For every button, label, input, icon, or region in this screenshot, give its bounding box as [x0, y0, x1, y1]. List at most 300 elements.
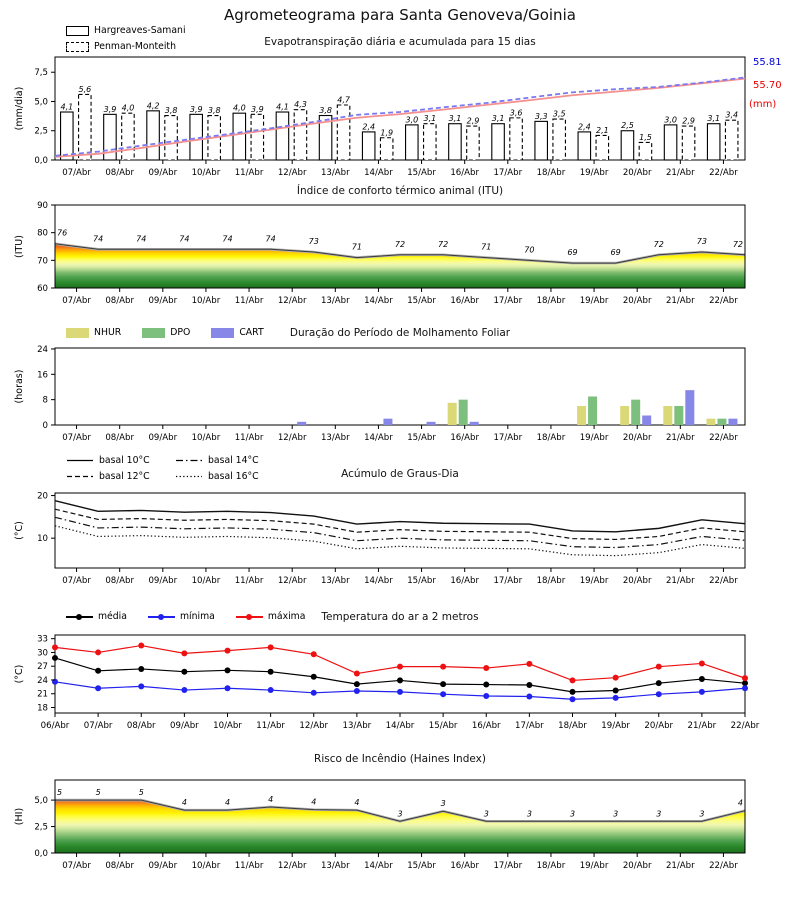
data-point-marker	[225, 685, 231, 691]
x-tick-label: 22/Abr	[709, 433, 738, 443]
x-tick-label: 19/Abr	[579, 296, 609, 306]
x-tick-label: 20/Abr	[622, 296, 652, 306]
data-point-marker	[397, 677, 403, 683]
value-label: 5	[138, 788, 144, 798]
series-line-basal-12-C	[55, 509, 745, 539]
x-tick-label: 09/Abr	[148, 296, 178, 306]
bar-penman	[424, 124, 437, 160]
eto-bars	[60, 85, 738, 160]
x-tick-label: 07/Abr	[62, 576, 91, 586]
bar-cart	[297, 422, 306, 425]
x-tick-label: 14/Abr	[364, 296, 393, 306]
data-point-marker	[742, 685, 748, 691]
value-label: 3,0	[664, 115, 677, 125]
x-tick-label: 08/Abr	[105, 433, 135, 443]
legend-label-basal12: basal 12°C	[99, 471, 150, 482]
value-label: 5	[95, 788, 101, 798]
x-tick-label: 17/Abr	[493, 576, 523, 586]
bar-dpo	[459, 400, 468, 425]
x-tick-label: 14/Abr	[385, 721, 415, 731]
x-tick-label: 22/Abr	[709, 296, 738, 306]
data-point-marker	[138, 666, 144, 672]
y-tick-label: 90	[37, 201, 48, 211]
data-point-marker	[613, 688, 619, 694]
value-label: 2,4	[577, 122, 591, 132]
dpm-title: Duração do Período de Molhamento Foliar	[289, 327, 511, 339]
value-label: 3,6	[509, 108, 523, 118]
value-label: 3	[397, 809, 403, 819]
x-tick-label: 21/Abr	[687, 721, 717, 731]
data-point-marker	[699, 660, 705, 666]
bar-penman	[639, 142, 652, 160]
x-tick-label: 18/Abr	[536, 576, 566, 586]
value-label: 3,5	[552, 109, 566, 119]
x-tick-label: 15/Abr	[407, 168, 436, 178]
data-point-marker	[570, 696, 576, 702]
value-label: 3,8	[164, 106, 178, 116]
bar-nhur	[448, 403, 457, 425]
data-point-marker	[268, 644, 274, 650]
axes-frame	[14, 345, 738, 443]
value-label: 3	[699, 809, 705, 819]
x-tick-label: 21/Abr	[665, 168, 695, 178]
data-point-marker	[181, 687, 187, 693]
value-label: 4,1	[60, 102, 74, 112]
x-tick-label: 17/Abr	[493, 433, 523, 443]
data-point-marker	[613, 695, 619, 701]
gd-plot	[0, 493, 800, 593]
bar-hargreaves	[707, 124, 720, 160]
data-point-marker	[138, 643, 144, 649]
x-tick-label: 18/Abr	[558, 721, 587, 731]
legend-label-nhur: NHUR	[94, 327, 122, 338]
bar-cart	[470, 422, 479, 425]
bar-penman	[122, 113, 135, 160]
data-point-marker	[225, 667, 231, 673]
data-point-marker	[311, 651, 317, 657]
bar-nhur	[577, 406, 586, 425]
x-tick-label: 11/Abr	[234, 168, 264, 178]
value-label: 69	[567, 248, 578, 258]
x-tick-label: 07/Abr	[62, 168, 91, 178]
y-tick-label: 33	[37, 634, 48, 645]
y-axis-label: (HI)	[14, 807, 25, 826]
bar-penman	[725, 120, 738, 160]
x-tick-label: 15/Abr	[407, 861, 436, 871]
data-point-marker	[699, 676, 705, 682]
x-tick-label: 13/Abr	[320, 576, 350, 586]
data-point-marker	[656, 680, 662, 686]
y-tick-label: 0,0	[34, 156, 48, 166]
x-tick-label: 07/Abr	[62, 861, 91, 871]
data-point-marker	[483, 693, 489, 699]
dpm-plot	[0, 344, 800, 450]
x-tick-label: 19/Abr	[579, 433, 609, 443]
value-label: 70	[524, 245, 535, 255]
x-tick-label: 16/Abr	[471, 721, 501, 731]
value-label: 72	[732, 239, 743, 249]
legend-label-minima: mínima	[179, 611, 215, 622]
x-tick-label: 22/Abr	[709, 861, 738, 871]
bar-cart	[728, 419, 737, 425]
bar-nhur	[663, 406, 672, 425]
data-point-marker	[95, 649, 101, 655]
data-point-marker	[699, 689, 705, 695]
bar-penman	[251, 114, 264, 160]
y-tick-label: 8	[42, 395, 48, 406]
x-tick-label: 09/Abr	[148, 861, 178, 871]
value-label: 3,9	[250, 104, 264, 114]
x-tick-label: 18/Abr	[536, 433, 566, 443]
x-tick-label: 21/Abr	[665, 433, 695, 443]
x-tick-label: 20/Abr	[644, 721, 674, 731]
legend-label-basal16: basal 16°C	[208, 471, 259, 482]
x-tick-label: 18/Abr	[536, 296, 566, 306]
bar-hargreaves	[276, 112, 289, 160]
y-tick-label: 24	[37, 675, 48, 686]
value-label: 3,8	[207, 106, 221, 116]
data-point-marker	[354, 688, 360, 694]
value-label: 74	[265, 234, 276, 244]
bar-cart	[685, 390, 694, 425]
bar-hargreaves	[664, 125, 677, 160]
value-label: 3,9	[189, 104, 203, 114]
x-tick-label: 08/Abr	[126, 721, 156, 731]
dpm-bars	[297, 390, 737, 425]
bar-hargreaves	[578, 132, 591, 160]
bar-penman	[294, 110, 307, 160]
bar-cart	[383, 419, 392, 425]
haines-title: Risco de Incêndio (Haines Index)	[314, 753, 486, 765]
accumulated-unit-label: (mm)	[749, 99, 777, 110]
haines-area-series	[55, 797, 745, 853]
legend-label-penman: Penman-Monteith	[94, 41, 176, 52]
value-label: 73	[696, 237, 707, 247]
itu-plot	[0, 201, 800, 313]
x-tick-label: 06/Abr	[40, 721, 70, 731]
value-label: 1,9	[380, 128, 394, 138]
value-label: 2,5	[621, 121, 634, 131]
legend-label-maxima: máxima	[267, 611, 306, 622]
x-tick-label: 20/Abr	[622, 576, 652, 586]
bar-nhur	[620, 406, 629, 425]
bar-dpo	[674, 406, 683, 425]
legend-label-dpo: DPO	[170, 327, 191, 338]
y-axis-label: (horas)	[14, 369, 25, 404]
basal-10-line-swatch-icon	[66, 458, 94, 463]
y-tick-label: 24	[37, 344, 48, 355]
plot-border	[55, 348, 745, 425]
data-point-marker	[268, 687, 274, 693]
x-tick-label: 08/Abr	[105, 296, 135, 306]
plot-border	[55, 635, 745, 713]
value-label: 4	[354, 798, 360, 808]
bar-penman	[165, 116, 178, 160]
bar-penman	[510, 118, 523, 160]
value-label: 3,0	[405, 115, 419, 125]
y-tick-label: 18	[37, 703, 48, 714]
value-label: 4,0	[121, 103, 135, 113]
x-tick-label: 19/Abr	[601, 721, 630, 731]
data-point-marker	[656, 691, 662, 697]
y-tick-label: 70	[37, 256, 48, 267]
x-tick-label: 16/Abr	[450, 433, 480, 443]
y-axis-label: (°C)	[14, 664, 25, 684]
y-tick-label: 10	[37, 534, 48, 545]
value-label: 3	[526, 809, 532, 819]
value-label: 3,1	[707, 114, 721, 124]
x-tick-label: 21/Abr	[665, 861, 695, 871]
y-tick-label: 2,5	[34, 822, 48, 833]
value-label: 4	[181, 798, 187, 808]
value-label: 74	[93, 234, 104, 244]
gd-title: Acúmulo de Graus-Dia	[341, 468, 459, 480]
data-point-marker	[397, 664, 403, 670]
legend-label-basal14: basal 14°C	[208, 455, 259, 466]
x-tick-label: 17/Abr	[493, 861, 523, 871]
x-tick-label: 13/Abr	[320, 296, 350, 306]
legend-label-basal10: basal 10°C	[99, 455, 150, 466]
value-label: 74	[136, 234, 147, 244]
value-label: 3,4	[725, 110, 739, 120]
bar-penman	[596, 135, 609, 160]
x-tick-label: 11/Abr	[234, 861, 264, 871]
value-label: 3,3	[534, 111, 548, 121]
value-label: 4	[311, 797, 317, 807]
value-label: 3,1	[448, 114, 462, 124]
value-label: 3,1	[423, 114, 437, 124]
data-point-marker	[742, 675, 748, 681]
y-tick-label: 5,0	[34, 97, 48, 108]
value-label: 69	[610, 248, 621, 258]
x-tick-label: 10/Abr	[191, 296, 221, 306]
y-tick-label: 2,5	[34, 126, 48, 137]
value-label: 74	[222, 234, 233, 244]
x-tick-label: 11/Abr	[256, 721, 285, 731]
x-tick-label: 08/Abr	[105, 576, 135, 586]
value-label: 2,9	[466, 116, 480, 126]
x-tick-label: 18/Abr	[536, 168, 566, 178]
bar-cart	[642, 415, 651, 425]
basal-14-line-swatch-icon	[175, 458, 203, 463]
x-tick-label: 12/Abr	[277, 433, 307, 443]
x-tick-label: 11/Abr	[234, 433, 264, 443]
data-point-marker	[397, 689, 403, 695]
y-tick-label: 5,0	[34, 796, 48, 807]
x-tick-label: 16/Abr	[450, 861, 480, 871]
data-point-marker	[354, 681, 360, 687]
bar-hargreaves	[535, 121, 548, 160]
y-tick-label: 80	[37, 228, 48, 239]
bar-dpo	[631, 400, 640, 425]
value-label: 74	[179, 234, 190, 244]
eto-plot	[0, 57, 800, 185]
value-label: 4,0	[232, 103, 246, 113]
bar-hargreaves	[233, 113, 246, 160]
hargreaves-samani-swatch-icon	[66, 26, 89, 36]
x-tick-label: 11/Abr	[234, 296, 264, 306]
bar-hargreaves	[362, 132, 375, 160]
x-tick-label: 19/Abr	[579, 168, 609, 178]
data-point-marker	[95, 685, 101, 691]
data-point-marker	[526, 661, 532, 667]
gd-legend-row1	[66, 455, 275, 466]
x-tick-label: 19/Abr	[579, 576, 609, 586]
x-tick-label: 09/Abr	[148, 433, 178, 443]
value-label: 5,6	[78, 84, 92, 94]
value-label: 4,3	[294, 100, 307, 110]
data-point-marker	[483, 682, 489, 688]
x-tick-label: 12/Abr	[277, 576, 307, 586]
value-label: 3,8	[319, 106, 332, 116]
x-tick-label: 20/Abr	[622, 168, 652, 178]
data-point-marker	[570, 677, 576, 683]
value-label: 72	[653, 239, 664, 249]
x-tick-label: 13/Abr	[320, 168, 350, 178]
value-label: 76	[57, 228, 68, 238]
plot-border	[55, 493, 745, 568]
x-tick-label: 21/Abr	[665, 296, 695, 306]
data-point-marker	[52, 644, 58, 650]
x-tick-label: 09/Abr	[170, 721, 199, 731]
itu-area-series	[55, 244, 745, 288]
gd-legend-basal14	[175, 455, 259, 466]
x-tick-label: 09/Abr	[148, 168, 178, 178]
x-tick-label: 20/Abr	[622, 433, 652, 443]
x-tick-label: 10/Abr	[191, 433, 221, 443]
y-tick-label: 27	[37, 662, 48, 673]
x-tick-label: 13/Abr	[320, 861, 350, 871]
y-tick-label: 7,5	[34, 68, 48, 79]
x-tick-label: 10/Abr	[213, 721, 242, 731]
y-tick-label: 0,0	[34, 849, 48, 859]
data-point-marker	[526, 693, 532, 699]
y-tick-label: 30	[37, 648, 48, 659]
value-label: 4,7	[337, 95, 350, 105]
x-tick-label: 11/Abr	[234, 576, 264, 586]
x-tick-label: 12/Abr	[277, 296, 307, 306]
value-label: 72	[438, 239, 449, 249]
value-label: 5	[57, 788, 63, 798]
value-label: 73	[308, 237, 319, 247]
x-tick-label: 15/Abr	[428, 721, 458, 731]
y-tick-label: 16	[37, 370, 48, 381]
data-point-marker	[225, 648, 231, 654]
data-point-marker	[440, 681, 446, 687]
x-tick-label: 17/Abr	[493, 168, 523, 178]
legend-label-media: média	[98, 611, 127, 622]
data-point-marker	[95, 668, 101, 674]
haines-gradient-area	[55, 797, 745, 853]
gd-legend-basal10	[66, 455, 154, 466]
x-tick-label: 16/Abr	[450, 296, 480, 306]
bar-penman	[553, 119, 566, 160]
accumulated-total-blue: 55.81	[753, 57, 782, 68]
bar-hargreaves	[449, 124, 462, 160]
value-label: 4,2	[146, 101, 160, 111]
x-tick-label: 10/Abr	[191, 576, 221, 586]
x-tick-label: 21/Abr	[665, 576, 695, 586]
bar-dpo	[717, 419, 726, 425]
bar-penman	[79, 94, 92, 160]
y-tick-label: 21	[37, 689, 48, 700]
data-point-marker	[440, 664, 446, 670]
x-tick-label: 08/Abr	[105, 861, 135, 871]
x-tick-label: 14/Abr	[364, 861, 393, 871]
bar-nhur	[706, 419, 715, 425]
x-tick-label: 18/Abr	[536, 861, 566, 871]
data-point-marker	[311, 674, 317, 680]
x-tick-label: 07/Abr	[62, 433, 91, 443]
x-tick-label: 20/Abr	[622, 861, 652, 871]
series-line	[55, 646, 745, 681]
data-point-marker	[526, 682, 532, 688]
value-label: 3	[569, 809, 576, 819]
series-máxima	[52, 643, 748, 684]
bar-hargreaves	[621, 131, 634, 160]
x-tick-label: 12/Abr	[277, 861, 307, 871]
x-tick-label: 17/Abr	[515, 721, 544, 731]
value-label: 4	[268, 794, 274, 804]
data-point-marker	[354, 671, 360, 677]
x-tick-label: 16/Abr	[450, 168, 480, 178]
value-label: 3,1	[491, 114, 505, 124]
value-label: 4	[737, 798, 743, 808]
legend-label-hargreaves: Hargreaves-Samani	[94, 25, 186, 36]
value-label: 71	[481, 242, 492, 252]
x-tick-label: 14/Abr	[364, 433, 393, 443]
data-point-marker	[613, 675, 619, 681]
value-label: 3	[613, 809, 619, 819]
value-label: 3	[656, 809, 662, 819]
y-tick-label: 0	[42, 421, 48, 431]
bar-penman	[467, 126, 480, 160]
legend-label-cart: CART	[239, 327, 264, 338]
x-tick-label: 14/Abr	[364, 168, 393, 178]
value-label: 3	[483, 809, 489, 819]
eto-title: Evapotranspiração diária e acumulada para 15 dias	[264, 36, 536, 48]
x-tick-label: 12/Abr	[299, 721, 329, 731]
value-label: 3,9	[103, 104, 117, 114]
bar-penman	[380, 138, 393, 160]
accumulated-total-red: 55.70	[753, 80, 782, 91]
x-tick-label: 13/Abr	[342, 721, 372, 731]
x-tick-label: 22/Abr	[730, 721, 760, 731]
y-axis-label: (ITU)	[14, 235, 25, 258]
x-tick-label: 15/Abr	[407, 433, 436, 443]
x-tick-label: 16/Abr	[450, 576, 480, 586]
data-point-marker	[138, 683, 144, 689]
data-point-marker	[483, 665, 489, 671]
data-point-marker	[311, 690, 317, 696]
data-point-marker	[440, 691, 446, 697]
value-label: 4	[224, 798, 231, 808]
itu-title: Índice de conforto térmico animal (ITU)	[296, 185, 504, 197]
series-line	[55, 658, 745, 692]
y-tick-label: 60	[37, 284, 48, 294]
bar-hargreaves	[492, 124, 505, 160]
x-tick-label: 17/Abr	[493, 296, 523, 306]
data-point-marker	[181, 650, 187, 656]
value-label: 2,4	[362, 122, 376, 132]
x-tick-label: 22/Abr	[709, 168, 738, 178]
y-axis-label: (°C)	[14, 521, 25, 540]
bar-dpo	[588, 396, 597, 425]
value-label: 4,1	[276, 102, 289, 112]
page-title: Agrometeograma para Santa Genoveva/Goinia	[224, 6, 576, 24]
bar-hargreaves	[61, 112, 74, 160]
temp-plot	[0, 635, 800, 738]
